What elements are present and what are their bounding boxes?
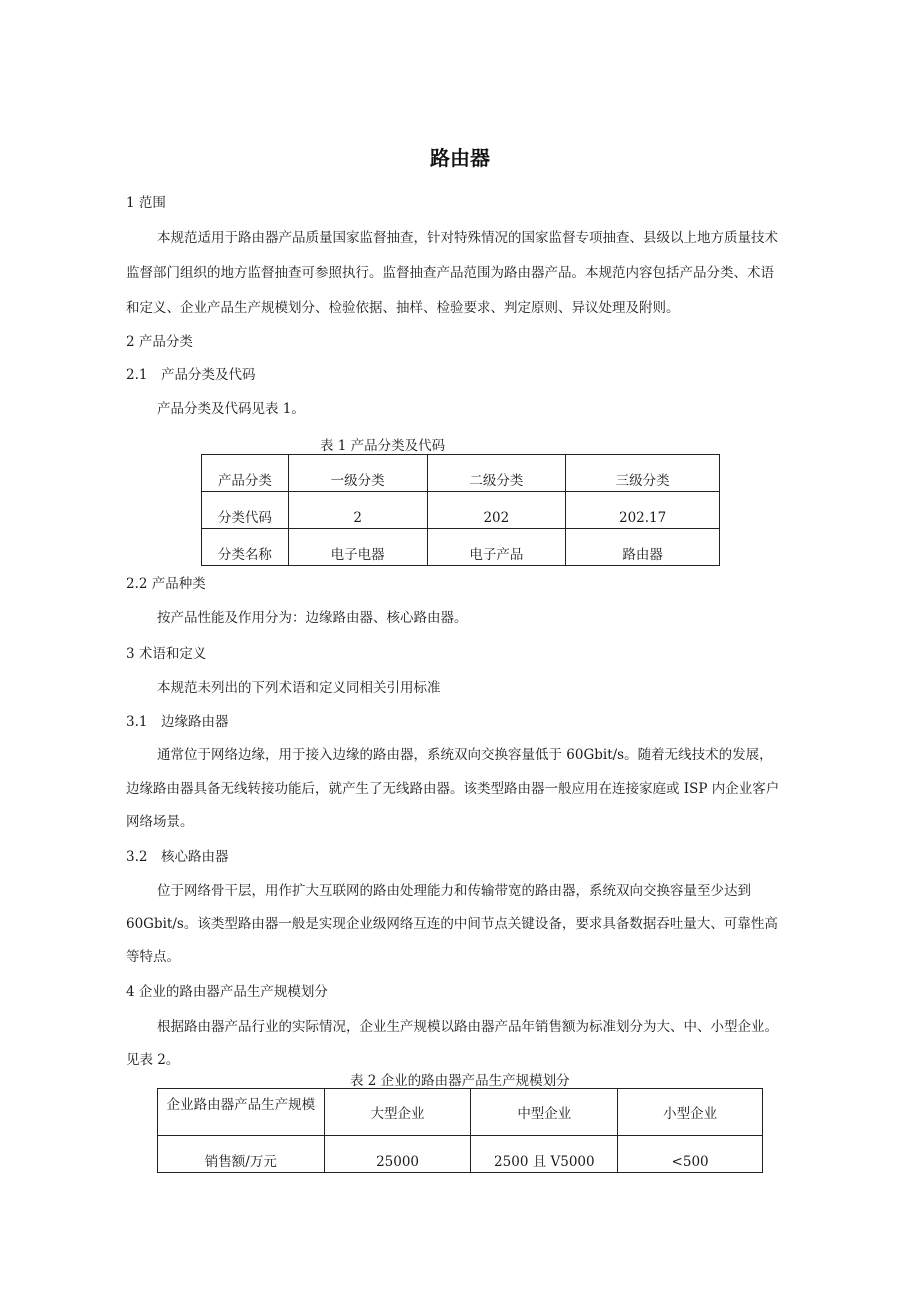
section-3-2-paragraph-line: 等特点。 [126, 949, 180, 965]
table-cell: 分类代码 [202, 492, 289, 529]
section-1-paragraph-line: 本规范适用于路由器产品质量国家监督抽查，针对特殊情况的国家监督专项抽查、县级以上地方质量技术 [157, 230, 778, 246]
table-row [202, 529, 720, 566]
table-cell: 二级分类 [427, 455, 566, 492]
section-3-1-paragraph-line: 边缘路由器具备无线转接功能后，就产生了无线路由器。该类型路由器一般应用在连接家庭或 ISP 内企业客户 [126, 781, 780, 797]
table-cell: 产品分类 [202, 455, 289, 492]
table-1 [201, 454, 720, 566]
section-1-paragraph-line: 监督部门组织的地方监督抽查可参照执行。监督抽查产品范围为路由器产品。本规范内容包括产品分类、术语 [126, 265, 774, 281]
table-row [202, 492, 720, 529]
section-2-1-text: 产品分类及代码见表 1。 [157, 401, 305, 417]
table-header-cell: 小型企业 [618, 1089, 763, 1136]
table-header-row [158, 1089, 763, 1136]
section-2-2-heading: 2.2 产品种类 [126, 576, 206, 592]
table-cell: 电子电器 [288, 529, 427, 566]
table-cell: 25000 [324, 1136, 471, 1173]
table-cell: 2500 且 V5000 [471, 1136, 618, 1173]
table-cell: 2 [288, 492, 427, 529]
section-3-2-paragraph-line: 60Gbit/s。该类型路由器一般是实现企业级网络互连的中间节点关键设备，要求具备数据吞吐量大、可靠性高 [126, 916, 778, 932]
section-2-2-text: 按产品性能及作用分为：边缘路由器、核心路由器。 [157, 610, 468, 626]
table-cell: 202 [427, 492, 566, 529]
table-2-caption: 表 2 企业的路由器产品生产规模划分 [350, 1073, 570, 1089]
section-4-heading: 4 企业的路由器产品生产规模划分 [126, 984, 328, 1000]
table-1-caption: 表 1 产品分类及代码 [320, 438, 446, 454]
table-cell: 路由器 [566, 529, 720, 566]
table-2 [157, 1088, 763, 1173]
table-cell: 销售额/万元 [158, 1136, 325, 1173]
table-cell: 三级分类 [566, 455, 720, 492]
section-3-intro: 本规范未列出的下列术语和定义同相关引用标准 [157, 680, 441, 696]
section-2-1-heading: 2.1 产品分类及代码 [126, 367, 256, 383]
section-2-heading: 2 产品分类 [126, 334, 193, 350]
section-3-1-heading: 3.1 边缘路由器 [126, 714, 229, 730]
table-row [202, 455, 720, 492]
section-4-paragraph-line: 见表 2。 [126, 1052, 180, 1068]
table-cell: 分类名称 [202, 529, 289, 566]
table-header-cell: 大型企业 [324, 1089, 471, 1136]
table-cell: 202.17 [566, 492, 720, 529]
section-3-1-paragraph-line: 网络场景。 [126, 814, 194, 830]
section-3-2-paragraph-line: 位于网络骨干层，用作扩大互联网的路由处理能力和传输带宽的路由器，系统双向交换容量至少达到 [157, 883, 751, 899]
section-1-paragraph-line: 和定义、企业产品生产规模划分、检验依据、抽样、检验要求、判定原则、异议处理及附则。 [126, 300, 680, 316]
table-header-cell: 中型企业 [471, 1089, 618, 1136]
table-cell: 电子产品 [427, 529, 566, 566]
page-title: 路由器 [430, 146, 490, 170]
section-4-paragraph-line: 根据路由器产品行业的实际情况，企业生产规模以路由器产品年销售额为标准划分为大、中、小型企业。 [157, 1019, 778, 1035]
table-row [158, 1136, 763, 1173]
table-cell: 一级分类 [288, 455, 427, 492]
table-header-cell: 企业路由器产品生产规模 [158, 1089, 325, 1136]
table-cell: <500 [618, 1136, 763, 1173]
section-1-heading: 1 范围 [126, 195, 166, 211]
section-3-heading: 3 术语和定义 [126, 646, 207, 662]
section-3-1-paragraph-line: 通常位于网络边缘，用于接入边缘的路由器，系统双向交换容量低于 60Gbit/s。随着无线技术的发展， [157, 747, 773, 763]
section-3-2-heading: 3.2 核心路由器 [126, 849, 229, 865]
